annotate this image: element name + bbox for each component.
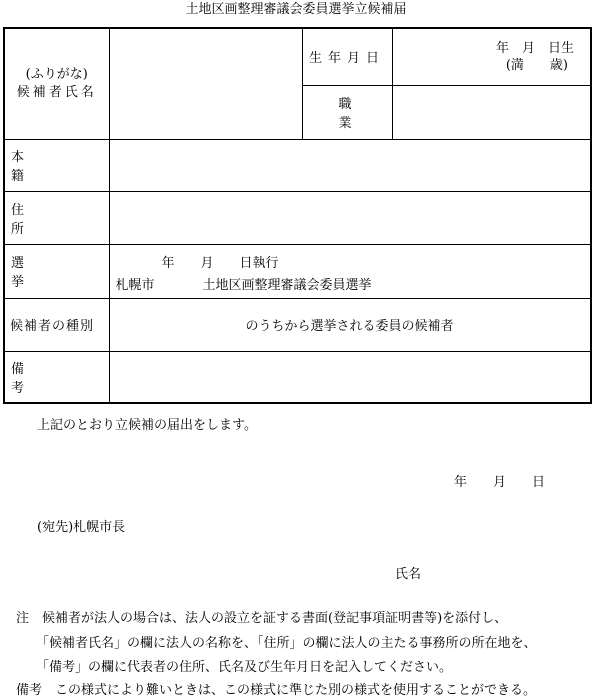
election-date: 年 月 日執行 [161,255,279,271]
birth-date-value: 年 月 日生 [495,40,574,56]
form-title: 土地区画整理審議会委員選挙立候補届 [185,2,407,17]
remarks-label-cell [4,351,142,403]
candidate-type-label-cell [4,298,109,351]
election-field[interactable] [109,244,591,298]
signature-name-label: 氏名 [395,567,422,582]
remarks-note: 備考 この様式により難いときは、この様式に準じた別の様式を使用することができる。 [16,683,537,698]
address-field[interactable] [109,191,591,244]
statement-text: 上記のとおり立候補の届出をします。 [37,418,257,433]
addressee: (宛先)札幌市長 [37,520,126,535]
candidate-form-table [3,27,592,404]
candidate-type-field[interactable] [109,298,591,351]
birth-date-label: 生年月日 [308,51,385,67]
birth-date-field[interactable] [392,28,591,85]
candidate-name-label-cell [4,28,109,139]
honseki-label-cell [4,139,142,191]
note-line-1: 注 候補者が法人の場合は、法人の設立を証する書面(登記事項証明書等)を添付し、 [16,611,508,626]
election-label: 選 挙 [11,256,142,290]
submission-date: 年 月 日 [454,475,546,490]
candidate-type-label: 候補者の種別 [10,319,95,334]
honseki-field[interactable] [109,139,591,191]
candidate-name-field[interactable] [109,28,302,139]
occupation-field[interactable] [392,85,591,139]
honseki-label: 本 籍 [11,150,142,184]
remarks-label: 備 考 [11,361,142,396]
furigana-label: (ふりがな) [25,66,88,82]
candidate-name-label: 候補者氏名 [16,84,97,100]
remarks-field[interactable] [109,351,591,403]
candidate-type-value: のうちから選挙される委員の候補者 [245,319,454,334]
occupation-label: 職 業 [338,97,393,131]
note-line-2: 「候補者氏名」の欄に法人の名称を、「住所」の欄に法人の主たる事務所の所在地を、 [36,636,537,651]
election-name: 土地区画整理審議会委員選挙 [202,277,372,293]
address-label: 住 所 [11,202,142,237]
election-city: 札幌市 [115,277,155,293]
address-label-cell [4,191,142,244]
birth-date-label-cell [302,28,392,85]
note-line-3: 「備考」の欄に代表者の住所、氏名及び生年月日を記入してください。 [36,660,453,675]
occupation-label-cell [302,85,392,139]
age-value: (満 歳) [505,57,568,73]
